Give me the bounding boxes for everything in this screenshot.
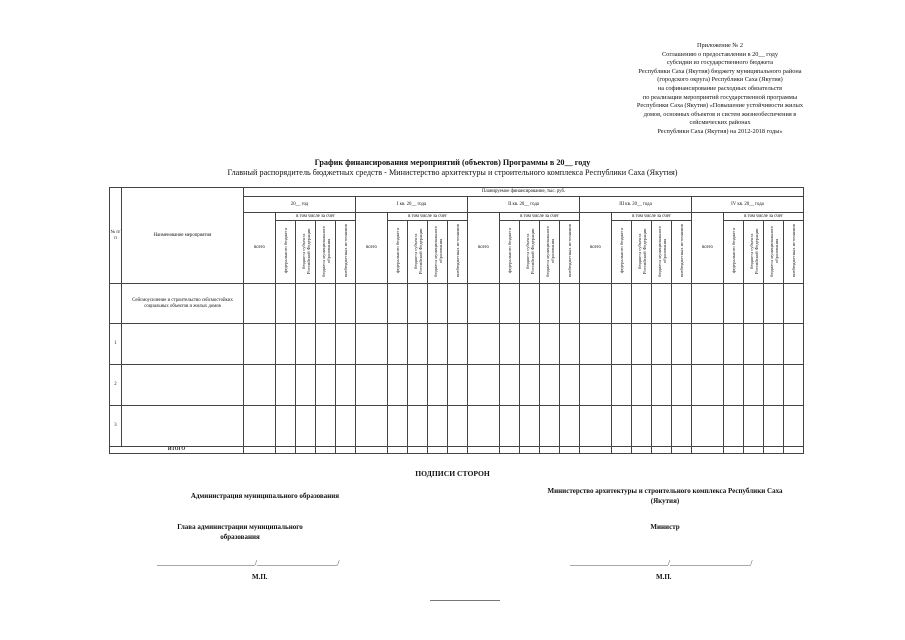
data-cell — [244, 324, 276, 365]
header-source-text: бюджета муниципального образования — [544, 225, 555, 277]
data-cell — [744, 406, 764, 447]
left-stamp-label: М.П. — [252, 573, 268, 581]
data-cell — [500, 284, 520, 324]
data-cell — [428, 324, 448, 365]
data-cell — [724, 284, 744, 324]
right-stamp-label: М.П. — [656, 573, 672, 581]
appendix-line: Республики Саха (Якутия) «Повышение устойчивости жилых — [636, 102, 804, 110]
header-source-text: бюджета субъекта Российской Федерации — [412, 227, 423, 274]
data-cell — [408, 324, 428, 365]
data-cell — [428, 365, 448, 406]
data-cell — [612, 324, 632, 365]
data-cell — [652, 406, 672, 447]
data-cell — [448, 284, 468, 324]
data-cell — [632, 406, 652, 447]
data-cell — [744, 284, 764, 324]
appendix-line: сейсмических районах — [689, 119, 751, 127]
data-cell — [764, 406, 784, 447]
header-source-text: внебюджетных источников — [567, 224, 572, 278]
data-cell — [468, 324, 500, 365]
data-cell — [448, 324, 468, 365]
header-source-text: бюджета муниципального образования — [320, 225, 331, 277]
data-cell — [580, 406, 612, 447]
header-source — [276, 221, 296, 284]
header-source — [612, 221, 632, 284]
appendix-line: домов, основных объектов и систем жизнеобеспечения в — [643, 110, 797, 118]
header-source — [540, 221, 560, 284]
data-cell — [672, 284, 692, 324]
data-cell — [632, 447, 652, 454]
header-including: в том числе за счет — [276, 213, 356, 221]
appendix-line: субсидии из государственного бюджета — [666, 59, 774, 67]
data-cell — [244, 284, 276, 324]
data-cell — [356, 324, 388, 365]
appendix-line: по реализации мероприятий государственной программы — [642, 93, 798, 101]
header-period: I кв. 20__ года — [356, 197, 468, 213]
data-cell — [408, 365, 428, 406]
data-cell — [276, 365, 296, 406]
data-cell — [580, 324, 612, 365]
header-source — [764, 221, 784, 284]
data-cell — [652, 324, 672, 365]
data-cell — [612, 447, 632, 454]
data-cell — [356, 365, 388, 406]
header-source — [744, 221, 764, 284]
appendix-line: на софинансирование расходных обязательств — [657, 84, 783, 92]
header-source — [784, 221, 804, 284]
data-cell — [276, 447, 296, 454]
data-cell — [428, 406, 448, 447]
data-cell — [744, 324, 764, 365]
header-total: всего — [580, 213, 612, 284]
data-cell — [692, 324, 724, 365]
left-org-label: Администрация муниципального образования — [190, 492, 340, 500]
header-total: всего — [356, 213, 388, 284]
data-cell — [448, 365, 468, 406]
data-cell — [580, 365, 612, 406]
data-cell — [580, 284, 612, 324]
data-cell — [316, 324, 336, 365]
data-cell — [560, 284, 580, 324]
data-cell — [336, 324, 356, 365]
left-position-label: Глава администрации муниципального образования — [177, 523, 303, 541]
data-cell — [764, 284, 784, 324]
header-source-text: бюджета субъекта Российской Федерации — [636, 227, 647, 274]
data-cell — [122, 365, 244, 406]
data-cell — [500, 447, 520, 454]
data-cell — [316, 447, 336, 454]
data-cell — [296, 447, 316, 454]
data-cell — [560, 406, 580, 447]
data-cell — [296, 324, 316, 365]
header-total: всего — [468, 213, 500, 284]
header-source-text: бюджета муниципального образования — [656, 225, 667, 277]
data-cell — [296, 284, 316, 324]
header-source-text: федерального бюджета — [283, 228, 288, 274]
data-cell — [520, 406, 540, 447]
header-name: Наименование мероприятия — [122, 188, 244, 284]
data-cell — [540, 365, 560, 406]
header-source — [724, 221, 744, 284]
data-cell — [244, 447, 276, 454]
data-cell — [336, 406, 356, 447]
data-cell — [500, 406, 520, 447]
data-cell — [122, 406, 244, 447]
header-source-text: внебюджетных источников — [791, 224, 796, 278]
data-cell — [520, 447, 540, 454]
header-source — [316, 221, 336, 284]
header-total: всего — [692, 213, 724, 284]
data-cell — [612, 406, 632, 447]
header-source-text: бюджета муниципального образования — [432, 225, 443, 277]
data-cell — [672, 447, 692, 454]
appendix-line: Соглашению о предоставлении в 20__ году — [661, 50, 779, 58]
header-source-text: внебюджетных источников — [343, 224, 348, 278]
data-cell — [612, 284, 632, 324]
data-cell — [244, 365, 276, 406]
header-period: IV кв. 20__ года — [692, 197, 804, 213]
data-cell — [244, 406, 276, 447]
data-cell — [316, 284, 336, 324]
data-cell — [580, 447, 612, 454]
header-including: в том числе за счет — [388, 213, 468, 221]
data-cell — [724, 406, 744, 447]
header-source — [520, 221, 540, 284]
header-source — [672, 221, 692, 284]
header-source — [296, 221, 316, 284]
data-cell — [692, 406, 724, 447]
data-cell — [296, 406, 316, 447]
data-cell — [428, 447, 448, 454]
data-cell — [388, 324, 408, 365]
data-cell — [632, 284, 652, 324]
data-cell — [784, 365, 804, 406]
data-cell — [408, 284, 428, 324]
data-cell — [652, 284, 672, 324]
data-cell — [388, 447, 408, 454]
header-source-text: бюджета субъекта Российской Федерации — [300, 227, 311, 274]
header-source — [388, 221, 408, 284]
data-cell — [408, 406, 428, 447]
data-cell — [560, 365, 580, 406]
data-cell — [744, 447, 764, 454]
data-cell — [122, 324, 244, 365]
header-source — [652, 221, 672, 284]
data-cell — [724, 447, 744, 454]
data-cell — [632, 365, 652, 406]
right-position-label: Министр — [650, 523, 680, 531]
data-cell — [560, 324, 580, 365]
header-source — [632, 221, 652, 284]
header-num: № п/п — [110, 188, 122, 284]
data-cell — [468, 447, 500, 454]
data-cell — [724, 324, 744, 365]
data-cell — [652, 447, 672, 454]
header-source — [448, 221, 468, 284]
data-cell — [724, 365, 744, 406]
appendix-block — [600, 42, 840, 137]
right-org-label: Министерство архитектуры и строительного комплекса Республики Саха (Якутия) — [547, 487, 783, 505]
itogo-label: ИТОГО — [110, 447, 244, 454]
data-cell — [784, 447, 804, 454]
data-cell — [336, 447, 356, 454]
header-source-text: федерального бюджета — [731, 228, 736, 274]
data-cell — [764, 324, 784, 365]
data-cell — [356, 406, 388, 447]
data-cell — [336, 284, 356, 324]
data-cell — [784, 284, 804, 324]
header-source-text: внебюджетных источников — [455, 224, 460, 278]
data-cell — [448, 447, 468, 454]
header-period: II кв. 20__ года — [468, 197, 580, 213]
data-cell — [388, 365, 408, 406]
row-number: 3 — [110, 406, 122, 447]
data-cell — [784, 324, 804, 365]
data-cell — [520, 365, 540, 406]
data-cell — [652, 365, 672, 406]
data-cell — [540, 406, 560, 447]
data-cell — [692, 365, 724, 406]
data-cell — [388, 406, 408, 447]
header-source-text: внебюджетных источников — [679, 224, 684, 278]
row-number: 2 — [110, 365, 122, 406]
data-cell — [356, 447, 388, 454]
header-source-text: бюджета субъекта Российской Федерации — [524, 227, 535, 274]
appendix-line: Приложение № 2 — [696, 42, 744, 49]
page-title: График финансирования мероприятий (объектов) Программы в 20__ году — [314, 158, 591, 167]
data-cell — [520, 324, 540, 365]
header-source-text: федерального бюджета — [619, 228, 624, 274]
data-cell — [612, 365, 632, 406]
data-cell — [784, 406, 804, 447]
appendix-line: (городского округа) Республики Саха (Якутия) — [657, 76, 783, 84]
header-source — [336, 221, 356, 284]
data-cell — [560, 447, 580, 454]
data-cell — [672, 324, 692, 365]
row-num-empty — [110, 284, 122, 324]
header-including: в том числе за счет — [612, 213, 692, 221]
header-source-text: федерального бюджета — [395, 228, 400, 274]
footer-rule — [430, 600, 500, 601]
header-period: III кв. 20__ года — [580, 197, 692, 213]
data-cell — [540, 447, 560, 454]
data-cell — [428, 284, 448, 324]
right-sign-line: ____________________________/_______________________/ — [570, 559, 753, 567]
header-including: в том числе за счет — [500, 213, 580, 221]
data-cell — [468, 284, 500, 324]
data-cell — [540, 284, 560, 324]
header-source-text: бюджета субъекта Российской Федерации — [748, 227, 759, 274]
data-cell — [540, 324, 560, 365]
header-including: в том числе за счет — [724, 213, 804, 221]
data-cell — [356, 284, 388, 324]
signatures-heading: ПОДПИСИ СТОРОН — [415, 469, 490, 478]
data-cell — [276, 324, 296, 365]
row-number: 1 — [110, 324, 122, 365]
data-cell — [316, 365, 336, 406]
appendix-line: Республики Саха (Якутия) на 2012-2018 годы» — [657, 127, 783, 135]
data-cell — [388, 284, 408, 324]
data-cell — [632, 324, 652, 365]
data-cell — [276, 284, 296, 324]
data-cell — [448, 406, 468, 447]
data-cell — [468, 406, 500, 447]
data-cell — [468, 365, 500, 406]
header-source — [428, 221, 448, 284]
header-source — [560, 221, 580, 284]
header-planned: Планируемое финансирование, тыс. руб. — [244, 188, 804, 197]
data-cell — [500, 324, 520, 365]
data-cell — [316, 406, 336, 447]
header-source-text: бюджета муниципального образования — [768, 225, 779, 277]
page-subtitle: Главный распорядитель бюджетных средств - Министерство архитектуры и строительного комплекса Республики Саха (Якутия) — [227, 168, 678, 177]
row-title: Сейсмоусиление и строительство сейсмостойких социальных объектов и жилых домов — [122, 284, 244, 324]
data-cell — [336, 365, 356, 406]
appendix-line: Республики Саха (Якутия) бюджету муниципального района — [638, 67, 802, 75]
left-sign-line: ____________________________/_______________________/ — [157, 559, 340, 567]
data-cell — [764, 365, 784, 406]
header-source-text: федерального бюджета — [507, 228, 512, 274]
data-cell — [276, 406, 296, 447]
data-cell — [692, 447, 724, 454]
financing-table — [109, 187, 804, 454]
header-source — [408, 221, 428, 284]
data-cell — [296, 365, 316, 406]
header-period: 20__ год — [244, 197, 356, 213]
header-source — [500, 221, 520, 284]
data-cell — [744, 365, 764, 406]
data-cell — [672, 406, 692, 447]
data-cell — [520, 284, 540, 324]
data-cell — [692, 284, 724, 324]
data-cell — [500, 365, 520, 406]
header-total: всего — [244, 213, 276, 284]
data-cell — [408, 447, 428, 454]
data-cell — [764, 447, 784, 454]
data-cell — [672, 365, 692, 406]
